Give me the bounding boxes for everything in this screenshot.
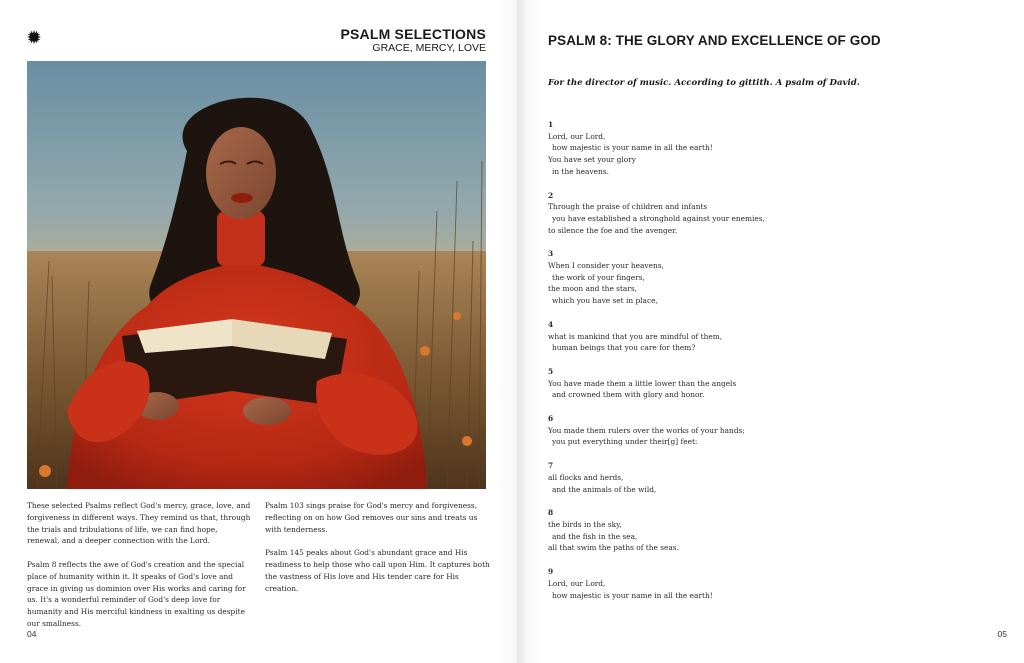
verse-line: Lord, our Lord, [548, 578, 606, 588]
verse-line: all that swim the paths of the seas. [548, 543, 679, 553]
verse-2 [548, 190, 848, 237]
right-page [517, 0, 1024, 663]
verse-number: 2 [548, 190, 554, 200]
psalm-verses [548, 119, 848, 613]
verse-line: and crowned them with glory and honor. [552, 390, 705, 400]
verse-number: 9 [548, 567, 554, 577]
intro-paragraph: Psalm 145 peaks about God's abundant grace and His readiness to help those who call upon Him. It captures both the vastness of His love and His tender care for His creation. [265, 548, 490, 593]
intro-paragraph: These selected Psalms reflect God's mercy, grace, love, and forgiveness in different ways. They remind us that, through the trials and tribulations of life, we can find hope, renewal, and a deeper connection with the Lord. [27, 501, 251, 546]
verse-line: You have set your glory [548, 155, 636, 165]
section-subtitle: GRACE, MERCY, LOVE [372, 42, 486, 54]
verse-8 [548, 507, 848, 554]
page-number-left: 04 [27, 629, 37, 639]
verse-line: how majestic is your name in all the earth! [552, 590, 713, 600]
verse-line: what is mankind that you are mindful of them, [548, 331, 723, 341]
verse-line: the birds in the sky, [548, 519, 622, 529]
psalm-intro: For the director of music. According to gittith. A psalm of David. [548, 78, 860, 88]
verse-number: 8 [548, 508, 554, 518]
verse-5 [548, 366, 848, 401]
verse-number: 6 [548, 414, 554, 424]
intro-text-column-b [265, 500, 490, 606]
verse-line: to silence the foe and the avenger. [548, 225, 678, 235]
verse-line: in the heavens. [552, 166, 609, 176]
verse-4 [548, 319, 848, 354]
verse-number: 1 [548, 120, 554, 129]
verse-line: human beings that you care for them? [552, 343, 696, 353]
verse-number: 5 [548, 366, 554, 376]
intro-paragraph: Psalm 8 reflects the awe of God's creation and the special place of humanity within it. It speaks of God's love and grace in giving us dominion over His works and caring for us. It's a wonderful reminder of God's deep love for humanity and His merciful kindness in exalting us despite our smallness. [27, 559, 246, 628]
verse-line: You made them rulers over the works of your hands; [548, 425, 745, 435]
verse-3 [548, 248, 848, 307]
verse-line: all flocks and herds, [548, 472, 624, 482]
verse-line: You have made them a little lower than the angels [548, 378, 737, 388]
verse-line: you have established a stronghold against your enemies, [552, 213, 765, 223]
verse-line: Through the praise of children and infants [548, 202, 708, 212]
section-title: PSALM SELECTIONS [340, 26, 486, 42]
verse-line: the moon and the stars, [548, 284, 638, 294]
verse-line: the work of your fingers, [552, 272, 645, 282]
verse-line: and the fish in the sea, [552, 531, 638, 541]
verse-number: 3 [548, 249, 554, 259]
verse-1 [548, 119, 848, 178]
verse-line: which you have set in place, [552, 296, 658, 306]
sunburst-icon [27, 30, 41, 44]
verse-line: When I consider your heavens, [548, 261, 664, 271]
verse-line: how majestic is your name in all the earth! [552, 143, 713, 153]
page-number-right: 05 [997, 629, 1007, 639]
woman-reading-bible-photo [27, 61, 486, 489]
intro-paragraph: Psalm 103 sings praise for God's mercy and forgiveness, reflecting on on how God removes our sins and treats us with tenderness. [265, 501, 478, 534]
intro-text-column-a [27, 500, 252, 642]
verse-line: you put everything under their[g] feet: [552, 437, 698, 447]
verse-number: 4 [548, 319, 554, 329]
verse-number: 7 [548, 461, 554, 471]
verse-6 [548, 413, 848, 448]
verse-7 [548, 460, 848, 495]
psalm-title: PSALM 8: THE GLORY AND EXCELLENCE OF GOD [548, 33, 881, 48]
verse-9 [548, 566, 848, 601]
verse-line: and the animals of the wild, [552, 484, 657, 494]
photo-illustration [27, 61, 486, 489]
verse-line: Lord, our Lord, [548, 131, 606, 141]
